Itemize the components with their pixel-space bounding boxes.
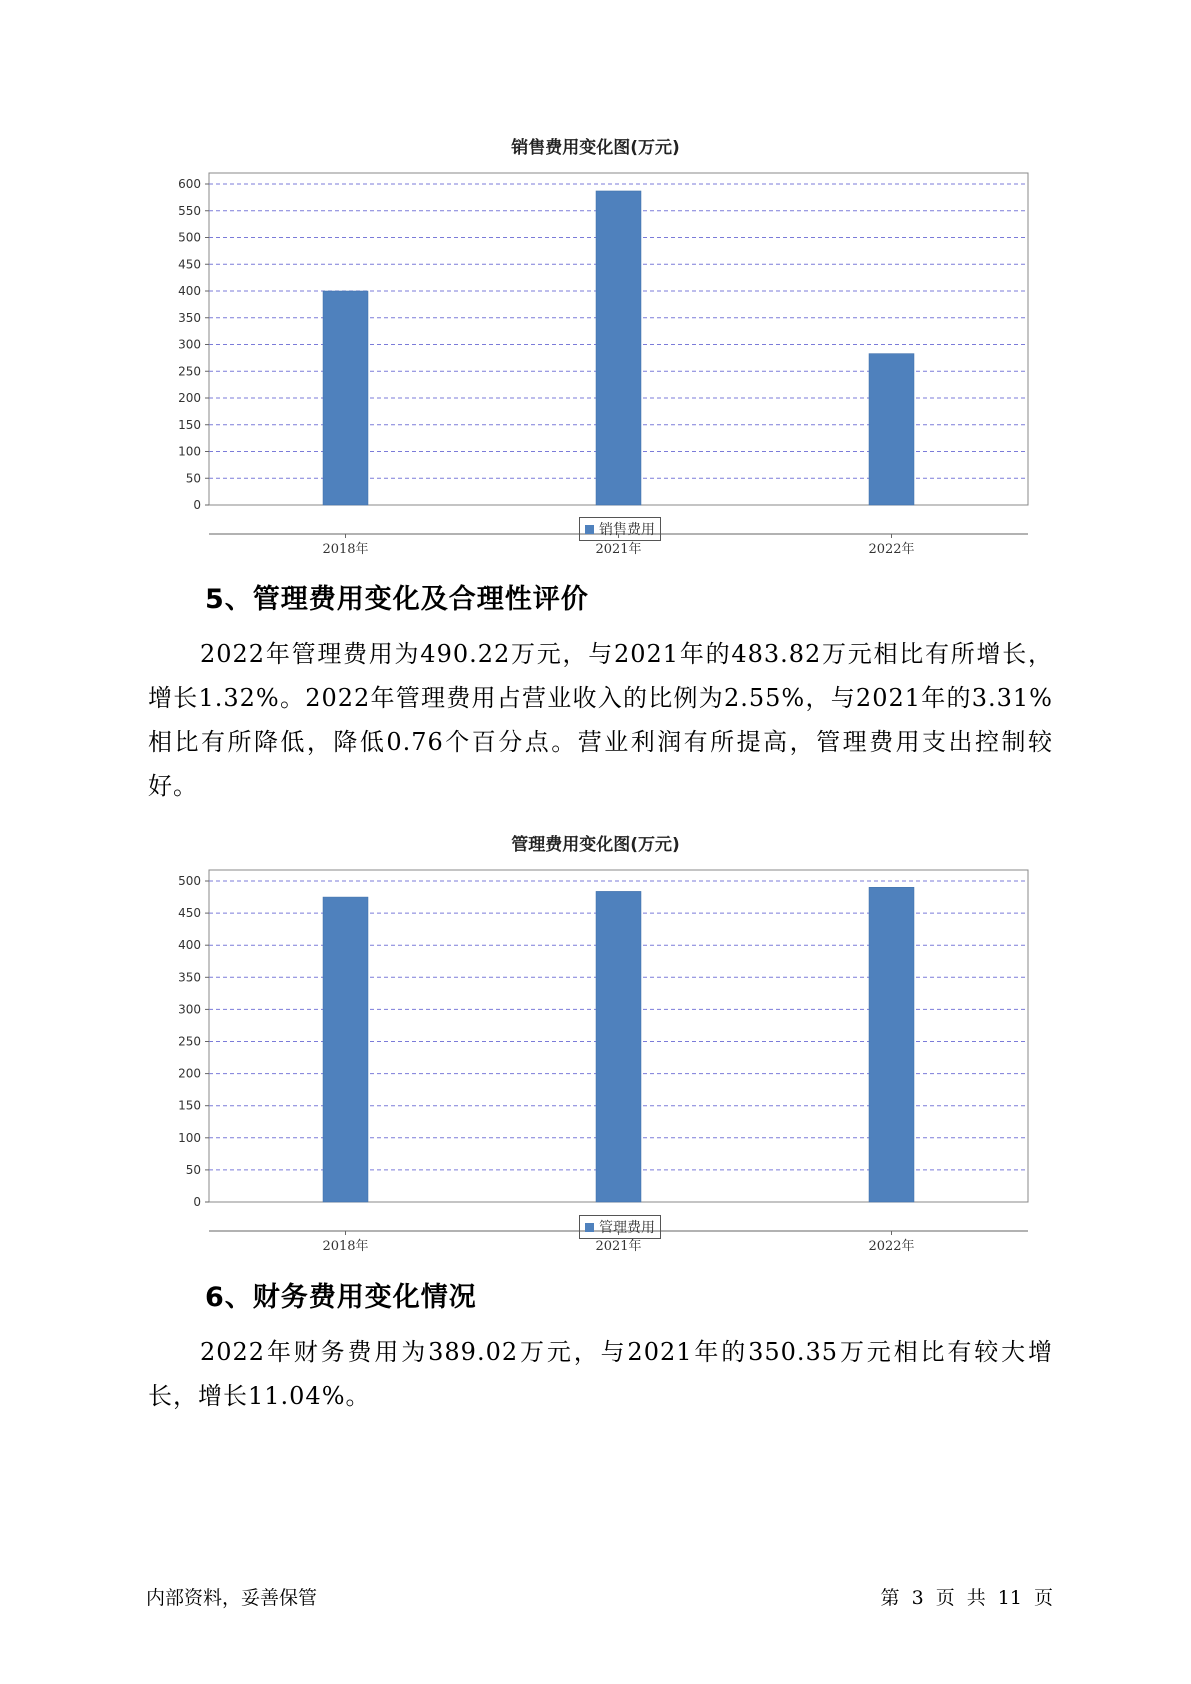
bar xyxy=(596,891,641,1202)
bar xyxy=(323,897,368,1202)
y-tick-label: 250 xyxy=(178,364,201,379)
section-paragraph: 2022年财务费用为389.02万元，与2021年的350.35万元相比有较大增长，增长11.04%。 xyxy=(148,1338,1053,1410)
bar xyxy=(869,354,914,505)
bar xyxy=(323,291,368,505)
y-tick-label: 600 xyxy=(178,177,201,191)
section-heading: 6、财务费用变化情况 xyxy=(205,1282,477,1313)
y-tick-label: 150 xyxy=(178,1098,201,1113)
section-heading: 5、管理费用变化及合理性评价 xyxy=(205,584,589,615)
x-tick-label: 2022年 xyxy=(868,1239,915,1254)
footer-page-number: 第 3 页 共 11 页 xyxy=(880,1587,1053,1609)
y-tick-label: 350 xyxy=(178,970,201,985)
y-tick-label: 200 xyxy=(178,391,201,405)
bar xyxy=(869,887,914,1202)
x-tick-label: 2021年 xyxy=(595,1239,642,1254)
x-tick-label: 2018年 xyxy=(322,542,369,557)
y-tick-label: 550 xyxy=(178,203,201,218)
y-tick-label: 500 xyxy=(178,874,201,888)
legend-swatch xyxy=(585,1223,594,1232)
y-tick-label: 400 xyxy=(178,284,201,298)
y-tick-label: 250 xyxy=(178,1034,201,1049)
y-tick-label: 400 xyxy=(178,938,201,953)
chart-legend xyxy=(579,1215,661,1239)
x-tick-label: 2021年 xyxy=(595,542,642,557)
bar-chart-svg xyxy=(0,857,1191,1254)
y-tick-label: 450 xyxy=(178,257,201,272)
legend-label: 管理费用 xyxy=(599,1220,655,1236)
y-tick-label: 500 xyxy=(178,230,201,245)
chart-legend xyxy=(579,517,661,541)
x-tick-label: 2018年 xyxy=(322,1239,369,1254)
bar xyxy=(596,191,641,505)
y-tick-label: 300 xyxy=(178,1002,201,1017)
y-tick-label: 0 xyxy=(193,1195,201,1209)
legend-swatch xyxy=(585,525,594,534)
x-tick-label: 2022年 xyxy=(868,542,915,557)
y-tick-label: 50 xyxy=(185,1162,201,1177)
y-tick-label: 200 xyxy=(178,1066,201,1081)
chart-title: 管理费用变化图(万元) xyxy=(511,835,680,855)
y-tick-label: 100 xyxy=(178,1130,201,1145)
bar-chart-svg xyxy=(0,160,1191,557)
y-tick-label: 0 xyxy=(193,498,201,512)
y-tick-label: 350 xyxy=(178,310,201,325)
y-tick-label: 150 xyxy=(178,417,201,432)
legend-label: 销售费用 xyxy=(599,522,655,538)
y-tick-label: 50 xyxy=(185,471,201,486)
section-paragraph: 2022年管理费用为490.22万元，与2021年的483.82万元相比有所增长，增长1.32%。2022年管理费用占营业收入的比例为2.55%，与2021年的3.31%相比有所降低，降低0.76个百分点。营业利润有所提高，管理费用支出控制较好。 xyxy=(148,640,1053,800)
y-tick-label: 450 xyxy=(178,906,201,921)
footer-confidential-note: 内部资料，妥善保管 xyxy=(146,1587,318,1609)
chart-title: 销售费用变化图(万元) xyxy=(511,138,680,158)
y-tick-label: 300 xyxy=(178,337,201,352)
y-tick-label: 100 xyxy=(178,444,201,459)
